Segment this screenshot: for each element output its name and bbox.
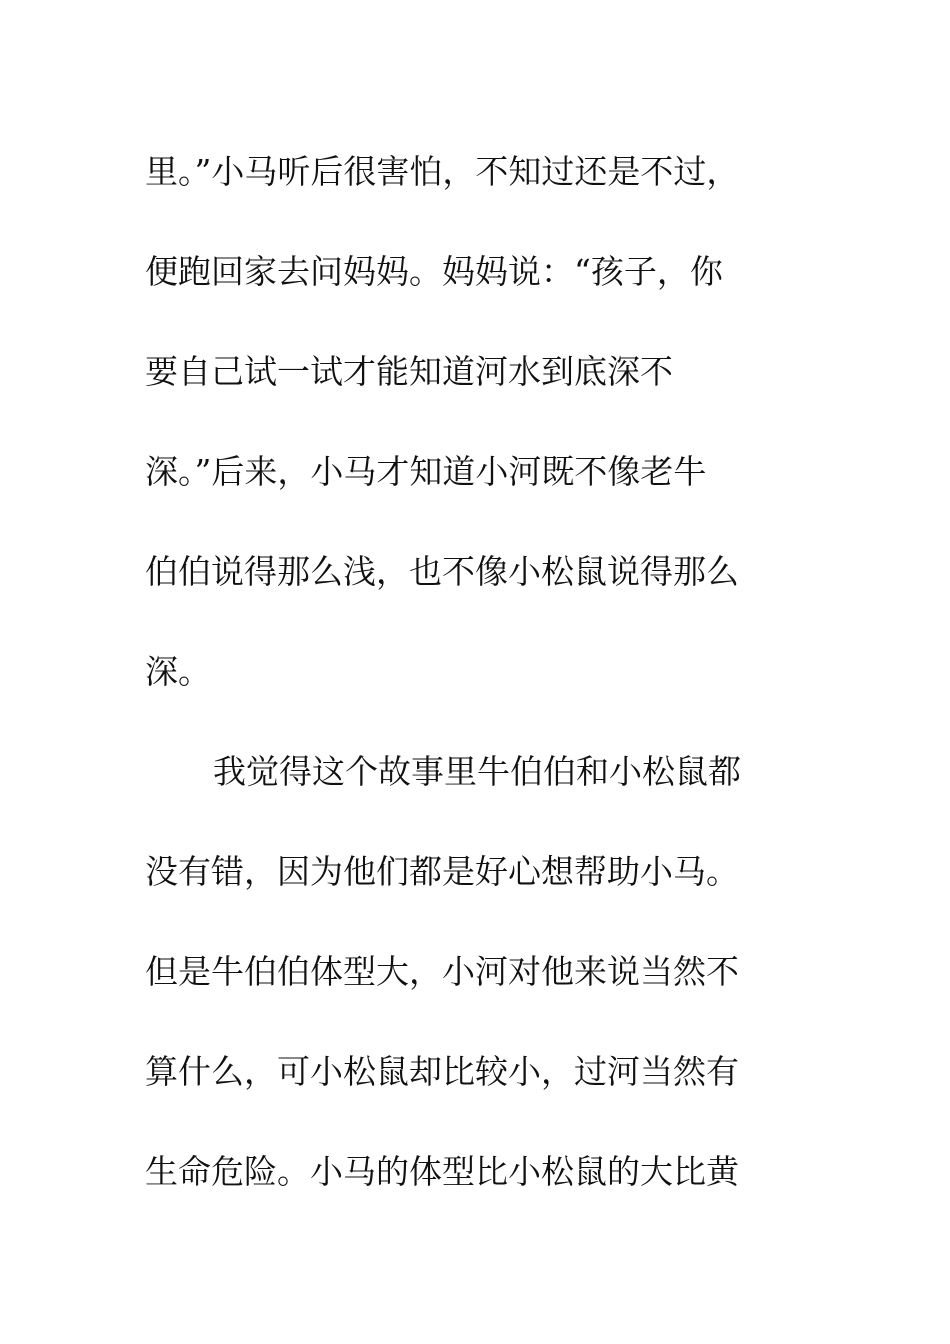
paragraph-2-first-line <box>145 722 825 822</box>
text-line-2: 便跑回家去问妈妈。妈妈说：“孩子，你 <box>145 252 723 291</box>
text-line-11: 生命危险。小马的体型比小松鼠的大比黄 <box>145 1152 739 1191</box>
story-text <box>145 122 825 1222</box>
text-line-1: 里。”小马听后很害怕，不知过还是不过， <box>145 152 740 191</box>
text-line-10: 算什么，可小松鼠却比较小，过河当然有 <box>145 1052 739 1091</box>
text-line-7: 我觉得这个故事里牛伯伯和小松鼠都 <box>213 752 741 791</box>
text-line-9: 但是牛伯伯体型大，小河对他来说当然不 <box>145 952 739 991</box>
text-line-6: 深。 <box>145 652 211 691</box>
text-line-8: 没有错，因为他们都是好心想帮助小马。 <box>145 852 739 891</box>
text-line-4: 深。”后来，小马才知道小河既不像老牛 <box>145 452 707 491</box>
text-line-5: 伯伯说得那么浅，也不像小松鼠说得那么 <box>145 552 739 591</box>
text-line-3: 要自己试一试才能知道河水到底深不 <box>145 352 673 391</box>
